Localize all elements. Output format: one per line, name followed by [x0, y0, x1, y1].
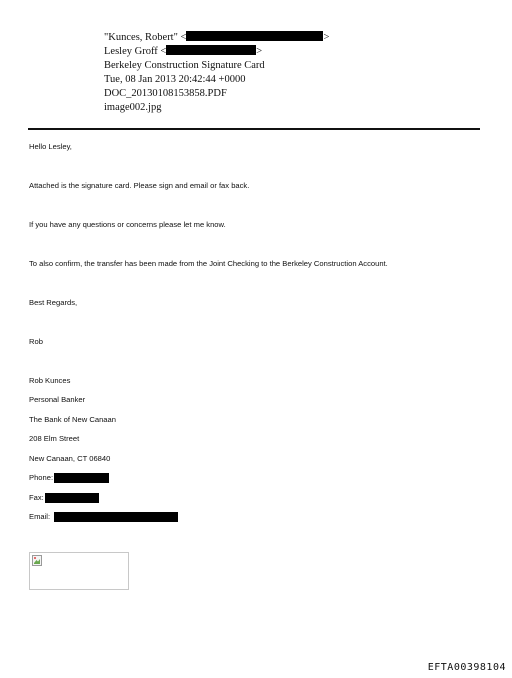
- signature-street: 208 Elm Street: [29, 434, 80, 443]
- redaction: [166, 45, 256, 55]
- fax-label: Fax:: [29, 493, 44, 502]
- signature-city: New Canaan, CT 06840: [29, 454, 111, 463]
- header-divider: [28, 128, 480, 130]
- inline-image-placeholder[interactable]: [29, 552, 129, 590]
- email-redaction: [54, 512, 178, 522]
- inline-images-value[interactable]: image002.jpg: [104, 102, 162, 113]
- greeting: Hello Lesley,: [29, 142, 72, 151]
- sender-short-name: Rob: [29, 337, 43, 346]
- fax-redaction: [45, 493, 99, 503]
- from-value: "Kunces, Robert" < >: [104, 32, 330, 43]
- body-line-3: To also confirm, the transfer has been made from the Joint Checking to the Berkeley Construction Account.: [29, 259, 388, 268]
- signature-name: Rob Kunces: [29, 376, 71, 385]
- body-line-2: If you have any questions or concerns please let me know.: [29, 220, 226, 229]
- closing: Best Regards,: [29, 298, 78, 307]
- date-value: Tue, 08 Jan 2013 20:42:44 +0000: [104, 74, 246, 85]
- to-value: Lesley Groff < >: [104, 46, 263, 57]
- phone-redaction: [54, 473, 109, 483]
- attachments-value[interactable]: DOC_20130108153858.PDF: [104, 88, 227, 99]
- redaction: [186, 31, 323, 41]
- signature-title: Personal Banker: [29, 395, 86, 404]
- signature-bank: The Bank of New Canaan: [29, 415, 116, 424]
- broken-image-icon: [32, 555, 42, 566]
- body-line-1: Attached is the signature card. Please sign and email or fax back.: [29, 181, 250, 190]
- document-id: EFTA00398104: [427, 662, 506, 673]
- email-label: Email:: [29, 512, 51, 521]
- subject-value: Berkeley Construction Signature Card: [104, 60, 265, 71]
- phone-label: Phone:: [29, 473, 54, 482]
